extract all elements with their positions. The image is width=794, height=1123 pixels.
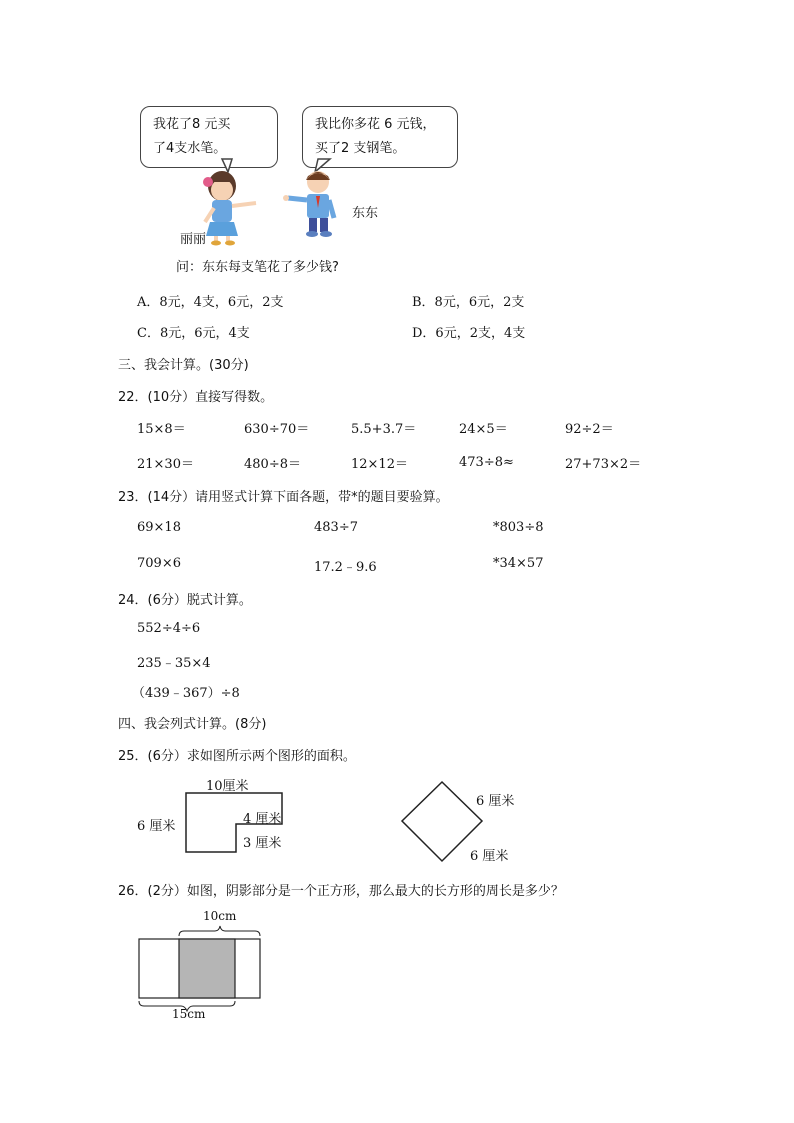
vertical-calc-item: *34×57: [493, 556, 544, 571]
option-a: A．8元，4支，6元，2支: [137, 295, 284, 310]
dimension-label: 3 厘米: [243, 836, 282, 851]
calc-item: 12×12＝: [351, 457, 408, 472]
calc-item: 630÷70＝: [244, 422, 310, 437]
question-title: 24．(6分）脱式计算。: [118, 593, 252, 608]
name-label-lili: 丽丽: [180, 232, 207, 247]
boy-figure: [283, 171, 334, 237]
calc-item: 27+73×2＝: [565, 457, 642, 472]
calc-item: 480÷8＝: [244, 457, 301, 472]
bubble-line: 我花了8 元买: [153, 117, 231, 132]
dimension-label: 6 厘米: [476, 794, 515, 809]
vertical-calc-item: 69×18: [137, 520, 181, 535]
section-heading: 三、我会计算。(30分): [118, 358, 249, 373]
question-title: 22．(10分）直接写得数。: [118, 390, 274, 405]
question-title: 23．(14分）请用竖式计算下面各题，带*的题目要验算。: [118, 490, 449, 505]
dimension-label: 10厘米: [206, 779, 249, 794]
dimension-label: 10cm: [203, 909, 237, 923]
bubble-line: 我比你多花 6 元钱，: [315, 117, 436, 132]
calc-item: 24×5＝: [459, 422, 508, 437]
calc-item: 21×30＝: [137, 457, 194, 472]
dimension-label: 15cm: [172, 1007, 206, 1021]
calc-item: 92÷2＝: [565, 422, 614, 437]
dimension-label: 6 厘米: [137, 819, 176, 834]
question-text: 问：东东每支笔花了多少钱?: [176, 260, 339, 275]
section-heading: 四、我会列式计算。(8分): [118, 717, 267, 732]
calc-item: 15×8＝: [137, 422, 186, 437]
question-title: 25．(6分）求如图所示两个图形的面积。: [118, 749, 356, 764]
option-b: B．8元，6元，2支: [412, 295, 525, 310]
dimension-label: 4 厘米: [243, 812, 282, 827]
vertical-calc-item: 17.2﹣9.6: [314, 560, 377, 575]
stepwise-calc-item: 235﹣35×4: [137, 656, 211, 671]
stepwise-calc-item: （439﹣367）÷8: [132, 686, 240, 701]
girl-figure: [203, 171, 256, 246]
bubble-line: 买了2 支钢笔。: [315, 141, 406, 156]
calc-item: 473÷8≈: [459, 455, 514, 470]
bubble-line: 了4支水笔。: [153, 141, 227, 156]
vertical-calc-item: *803÷8: [493, 520, 544, 535]
name-label-dongdong: 东东: [352, 206, 379, 221]
vertical-calc-item: 483÷7: [314, 520, 358, 535]
option-c: C．8元，6元，4支: [137, 326, 250, 341]
option-d: D．6元，2支，4支: [412, 326, 526, 341]
vertical-calc-item: 709×6: [137, 556, 181, 571]
question-title: 26．(2分）如图，阴影部分是一个正方形，那么最大的长方形的周长是多少？: [118, 884, 564, 899]
dimension-label: 6 厘米: [470, 849, 509, 864]
stepwise-calc-item: 552÷4÷6: [137, 621, 201, 636]
calc-item: 5.5+3.7＝: [351, 422, 417, 437]
